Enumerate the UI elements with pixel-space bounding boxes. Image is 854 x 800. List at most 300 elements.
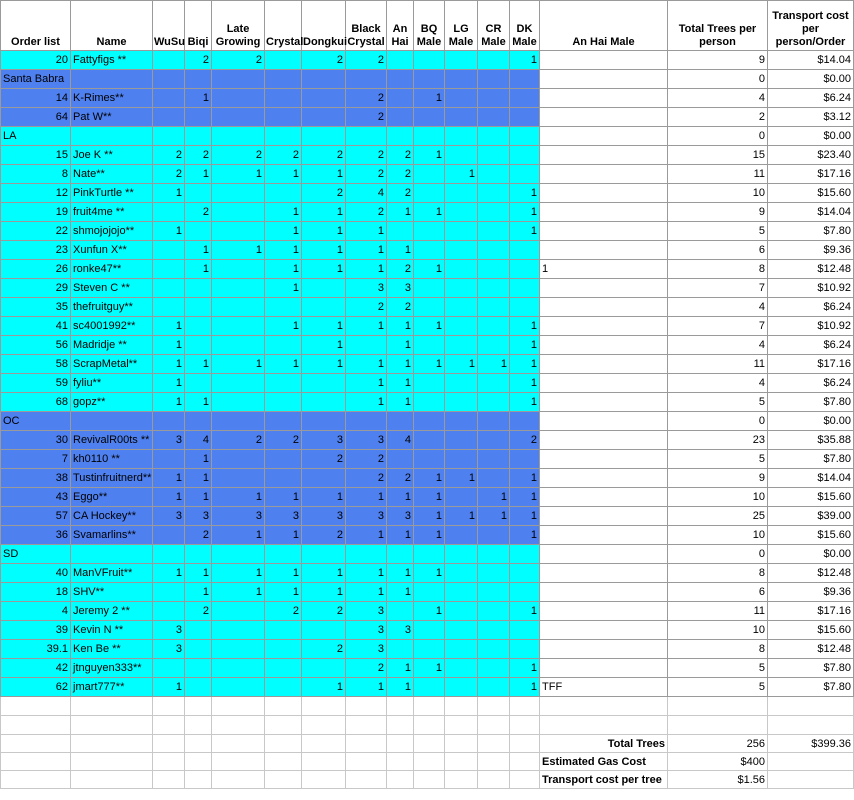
table-cell[interactable] [265, 545, 302, 564]
order-cell[interactable]: 20 [1, 51, 71, 70]
table-cell[interactable]: 2 [185, 51, 212, 70]
region-cell[interactable]: Santa Babra [1, 70, 71, 89]
order-cell[interactable]: 7 [1, 450, 71, 469]
note-cell[interactable] [540, 317, 668, 336]
table-cell[interactable]: 4 [668, 89, 768, 108]
table-cell[interactable]: 1 [510, 507, 540, 526]
order-cell[interactable]: 40 [1, 564, 71, 583]
table-cell[interactable]: 1 [478, 507, 510, 526]
table-cell[interactable]: $10.92 [768, 279, 854, 298]
table-cell[interactable] [212, 393, 265, 412]
table-cell[interactable]: 1 [510, 659, 540, 678]
table-cell[interactable]: 2 [387, 184, 414, 203]
table-cell[interactable]: 1 [302, 488, 346, 507]
table-cell[interactable]: 3 [387, 621, 414, 640]
column-header[interactable]: Black Crystal [346, 1, 387, 51]
column-header[interactable]: Late Growing [212, 1, 265, 51]
table-cell[interactable]: 1 [510, 469, 540, 488]
table-cell[interactable] [478, 450, 510, 469]
table-cell[interactable] [302, 621, 346, 640]
table-cell[interactable]: 3 [346, 507, 387, 526]
order-cell[interactable]: 57 [1, 507, 71, 526]
table-cell[interactable] [212, 89, 265, 108]
table-cell[interactable] [387, 640, 414, 659]
table-cell[interactable] [510, 583, 540, 602]
table-cell[interactable] [445, 374, 478, 393]
note-cell[interactable] [540, 279, 668, 298]
column-header[interactable]: Biqi [185, 1, 212, 51]
table-cell[interactable] [185, 222, 212, 241]
table-cell[interactable]: 2 [153, 146, 185, 165]
table-cell[interactable] [478, 583, 510, 602]
note-cell[interactable] [540, 583, 668, 602]
table-cell[interactable]: 2 [387, 298, 414, 317]
table-cell[interactable] [153, 241, 185, 260]
table-cell[interactable] [478, 602, 510, 621]
table-cell[interactable]: 1 [265, 355, 302, 374]
table-cell[interactable]: $14.04 [768, 51, 854, 70]
table-cell[interactable]: 1 [185, 469, 212, 488]
table-cell[interactable] [153, 298, 185, 317]
table-cell[interactable] [387, 602, 414, 621]
table-cell[interactable]: 1 [153, 336, 185, 355]
table-cell[interactable]: 2 [346, 469, 387, 488]
table-cell[interactable]: 8 [668, 564, 768, 583]
table-cell[interactable] [478, 108, 510, 127]
name-cell[interactable]: ManVFruit** [71, 564, 153, 583]
table-cell[interactable] [265, 184, 302, 203]
table-cell[interactable] [265, 393, 302, 412]
note-cell[interactable] [540, 165, 668, 184]
note-cell[interactable] [540, 450, 668, 469]
table-cell[interactable] [414, 678, 445, 697]
table-cell[interactable]: 1 [445, 507, 478, 526]
table-cell[interactable]: 1 [185, 260, 212, 279]
table-cell[interactable]: 3 [346, 640, 387, 659]
table-cell[interactable] [185, 412, 212, 431]
table-cell[interactable] [478, 298, 510, 317]
table-cell[interactable] [387, 127, 414, 146]
table-cell[interactable]: 2 [668, 108, 768, 127]
table-cell[interactable] [212, 374, 265, 393]
table-cell[interactable]: 1 [153, 222, 185, 241]
table-cell[interactable]: 1 [414, 89, 445, 108]
table-cell[interactable]: 1 [346, 317, 387, 336]
table-cell[interactable]: 4 [668, 298, 768, 317]
table-cell[interactable]: 3 [153, 640, 185, 659]
table-cell[interactable] [478, 526, 510, 545]
table-cell[interactable] [414, 393, 445, 412]
note-cell[interactable] [540, 222, 668, 241]
table-cell[interactable] [478, 317, 510, 336]
table-cell[interactable]: 1 [414, 564, 445, 583]
table-cell[interactable] [185, 298, 212, 317]
table-cell[interactable]: 1 [302, 165, 346, 184]
table-cell[interactable] [346, 127, 387, 146]
note-cell[interactable] [540, 355, 668, 374]
table-cell[interactable] [414, 279, 445, 298]
table-cell[interactable]: 1 [510, 336, 540, 355]
table-cell[interactable]: 1 [414, 317, 445, 336]
table-cell[interactable]: 1 [265, 241, 302, 260]
table-cell[interactable] [387, 450, 414, 469]
table-cell[interactable]: 1 [153, 184, 185, 203]
table-cell[interactable]: $3.12 [768, 108, 854, 127]
table-cell[interactable] [445, 545, 478, 564]
table-cell[interactable]: $14.04 [768, 203, 854, 222]
table-cell[interactable] [212, 260, 265, 279]
table-cell[interactable]: 11 [668, 355, 768, 374]
table-cell[interactable] [265, 89, 302, 108]
table-cell[interactable] [387, 412, 414, 431]
table-cell[interactable]: 2 [346, 298, 387, 317]
column-header[interactable]: Order list [1, 1, 71, 51]
note-cell[interactable] [540, 545, 668, 564]
order-cell[interactable]: 4 [1, 602, 71, 621]
name-cell[interactable]: ronke47** [71, 260, 153, 279]
table-cell[interactable]: 2 [212, 146, 265, 165]
table-cell[interactable] [478, 260, 510, 279]
table-cell[interactable] [302, 89, 346, 108]
table-cell[interactable] [185, 621, 212, 640]
table-cell[interactable]: 10 [668, 526, 768, 545]
table-cell[interactable]: 1 [185, 564, 212, 583]
table-cell[interactable] [478, 393, 510, 412]
table-cell[interactable]: 1 [346, 564, 387, 583]
table-cell[interactable]: 3 [265, 507, 302, 526]
table-cell[interactable] [302, 108, 346, 127]
table-cell[interactable]: $9.36 [768, 241, 854, 260]
order-cell[interactable]: 29 [1, 279, 71, 298]
table-cell[interactable]: 10 [668, 488, 768, 507]
table-cell[interactable] [185, 127, 212, 146]
table-cell[interactable] [445, 260, 478, 279]
table-cell[interactable]: 1 [212, 241, 265, 260]
note-cell[interactable] [540, 507, 668, 526]
table-cell[interactable]: 1 [265, 488, 302, 507]
table-cell[interactable] [445, 336, 478, 355]
note-cell[interactable] [540, 640, 668, 659]
table-cell[interactable] [478, 222, 510, 241]
table-cell[interactable]: 2 [302, 640, 346, 659]
table-cell[interactable]: 1 [510, 51, 540, 70]
table-cell[interactable] [265, 678, 302, 697]
order-cell[interactable]: 68 [1, 393, 71, 412]
total-trees-value[interactable]: 256 [668, 735, 768, 753]
order-cell[interactable]: 22 [1, 222, 71, 241]
table-cell[interactable] [265, 374, 302, 393]
note-cell[interactable] [540, 431, 668, 450]
region-cell[interactable]: SD [1, 545, 71, 564]
table-cell[interactable]: 2 [185, 203, 212, 222]
table-cell[interactable]: 11 [668, 602, 768, 621]
name-cell[interactable] [71, 412, 153, 431]
name-cell[interactable]: SHV** [71, 583, 153, 602]
table-cell[interactable]: 2 [265, 431, 302, 450]
table-cell[interactable] [414, 298, 445, 317]
table-cell[interactable]: 1 [302, 241, 346, 260]
table-cell[interactable]: 1 [153, 678, 185, 697]
table-cell[interactable]: 9 [668, 51, 768, 70]
table-cell[interactable]: 2 [302, 602, 346, 621]
order-cell[interactable]: 30 [1, 431, 71, 450]
table-cell[interactable]: 1 [302, 222, 346, 241]
note-cell[interactable] [540, 602, 668, 621]
table-cell[interactable] [478, 165, 510, 184]
name-cell[interactable]: Madridje ** [71, 336, 153, 355]
table-cell[interactable] [387, 89, 414, 108]
note-cell[interactable] [540, 469, 668, 488]
table-cell[interactable] [414, 222, 445, 241]
table-cell[interactable] [212, 678, 265, 697]
order-cell[interactable]: 39.1 [1, 640, 71, 659]
table-cell[interactable] [212, 621, 265, 640]
table-cell[interactable]: 2 [212, 51, 265, 70]
table-cell[interactable]: $17.16 [768, 355, 854, 374]
table-cell[interactable] [153, 279, 185, 298]
table-cell[interactable]: 1 [445, 165, 478, 184]
table-cell[interactable] [212, 317, 265, 336]
table-cell[interactable]: 2 [153, 165, 185, 184]
table-cell[interactable] [510, 640, 540, 659]
table-cell[interactable]: 1 [153, 564, 185, 583]
table-cell[interactable] [414, 108, 445, 127]
order-cell[interactable]: 12 [1, 184, 71, 203]
table-cell[interactable]: 1 [212, 488, 265, 507]
table-cell[interactable]: 1 [510, 678, 540, 697]
table-cell[interactable]: 1 [387, 659, 414, 678]
table-cell[interactable]: $6.24 [768, 374, 854, 393]
table-cell[interactable] [387, 108, 414, 127]
table-cell[interactable]: 2 [346, 203, 387, 222]
table-cell[interactable]: 2 [265, 602, 302, 621]
table-cell[interactable]: 9 [668, 203, 768, 222]
table-cell[interactable]: 1 [414, 260, 445, 279]
table-cell[interactable] [445, 203, 478, 222]
table-cell[interactable]: 2 [387, 260, 414, 279]
table-cell[interactable] [302, 469, 346, 488]
table-cell[interactable] [445, 393, 478, 412]
table-cell[interactable]: 1 [414, 507, 445, 526]
table-cell[interactable] [302, 545, 346, 564]
table-cell[interactable] [387, 545, 414, 564]
table-cell[interactable]: $0.00 [768, 127, 854, 146]
table-cell[interactable] [414, 431, 445, 450]
table-cell[interactable]: 1 [414, 146, 445, 165]
table-cell[interactable] [414, 640, 445, 659]
table-cell[interactable]: 2 [302, 51, 346, 70]
name-cell[interactable]: Jeremy 2 ** [71, 602, 153, 621]
table-cell[interactable]: 2 [387, 469, 414, 488]
column-header[interactable]: An Hai [387, 1, 414, 51]
table-cell[interactable] [445, 640, 478, 659]
table-cell[interactable] [478, 640, 510, 659]
table-cell[interactable] [445, 146, 478, 165]
table-cell[interactable] [445, 431, 478, 450]
table-cell[interactable]: 1 [387, 317, 414, 336]
table-cell[interactable]: 2 [302, 184, 346, 203]
table-cell[interactable] [445, 621, 478, 640]
table-cell[interactable]: 1 [212, 165, 265, 184]
table-cell[interactable] [302, 393, 346, 412]
note-cell[interactable] [540, 89, 668, 108]
table-cell[interactable]: 1 [153, 374, 185, 393]
table-cell[interactable]: 3 [302, 507, 346, 526]
table-cell[interactable]: 1 [185, 165, 212, 184]
table-cell[interactable]: 1 [414, 355, 445, 374]
table-cell[interactable]: 5 [668, 659, 768, 678]
table-cell[interactable]: $15.60 [768, 184, 854, 203]
table-cell[interactable] [185, 108, 212, 127]
table-cell[interactable]: 1 [265, 260, 302, 279]
table-cell[interactable]: 1 [153, 317, 185, 336]
table-cell[interactable]: $12.48 [768, 564, 854, 583]
table-cell[interactable]: 1 [302, 203, 346, 222]
table-cell[interactable]: $12.48 [768, 260, 854, 279]
name-cell[interactable]: sc4001992** [71, 317, 153, 336]
table-cell[interactable] [414, 336, 445, 355]
table-cell[interactable]: $12.48 [768, 640, 854, 659]
table-cell[interactable]: $7.80 [768, 450, 854, 469]
name-cell[interactable]: kh0110 ** [71, 450, 153, 469]
table-cell[interactable] [153, 659, 185, 678]
table-cell[interactable]: 1 [212, 564, 265, 583]
table-cell[interactable] [414, 374, 445, 393]
table-cell[interactable]: 2 [387, 146, 414, 165]
gas-cost-value[interactable]: $400 [668, 753, 768, 771]
column-header[interactable]: Name [71, 1, 153, 51]
table-cell[interactable] [478, 279, 510, 298]
table-cell[interactable]: 3 [153, 431, 185, 450]
table-cell[interactable]: 1 [510, 184, 540, 203]
table-cell[interactable] [478, 146, 510, 165]
table-cell[interactable] [445, 70, 478, 89]
table-cell[interactable]: 1 [153, 469, 185, 488]
name-cell[interactable]: Eggo** [71, 488, 153, 507]
table-cell[interactable]: 6 [668, 583, 768, 602]
table-cell[interactable]: 1 [185, 450, 212, 469]
name-cell[interactable]: Xunfun X** [71, 241, 153, 260]
table-cell[interactable]: 8 [668, 640, 768, 659]
table-cell[interactable] [445, 488, 478, 507]
order-cell[interactable]: 36 [1, 526, 71, 545]
table-cell[interactable]: 4 [185, 431, 212, 450]
table-cell[interactable]: 1 [265, 564, 302, 583]
table-cell[interactable] [153, 602, 185, 621]
table-cell[interactable] [265, 70, 302, 89]
note-cell[interactable] [540, 146, 668, 165]
table-cell[interactable]: $15.60 [768, 488, 854, 507]
note-cell[interactable] [540, 621, 668, 640]
table-cell[interactable] [445, 241, 478, 260]
table-cell[interactable] [478, 412, 510, 431]
table-cell[interactable] [478, 469, 510, 488]
table-cell[interactable]: 4 [668, 374, 768, 393]
table-cell[interactable] [302, 70, 346, 89]
table-cell[interactable]: 1 [387, 678, 414, 697]
table-cell[interactable] [478, 70, 510, 89]
table-cell[interactable]: $15.60 [768, 621, 854, 640]
table-cell[interactable] [510, 450, 540, 469]
table-cell[interactable]: 3 [346, 602, 387, 621]
note-cell[interactable] [540, 108, 668, 127]
name-cell[interactable]: gopz** [71, 393, 153, 412]
name-cell[interactable]: Steven C ** [71, 279, 153, 298]
name-cell[interactable]: thefruitguy** [71, 298, 153, 317]
table-cell[interactable]: 5 [668, 678, 768, 697]
table-cell[interactable]: 1 [478, 488, 510, 507]
table-cell[interactable]: 1 [185, 393, 212, 412]
table-cell[interactable]: 1 [387, 526, 414, 545]
table-cell[interactable] [445, 127, 478, 146]
table-cell[interactable]: 1 [510, 602, 540, 621]
table-cell[interactable]: 3 [346, 621, 387, 640]
table-cell[interactable] [414, 450, 445, 469]
table-cell[interactable]: $7.80 [768, 393, 854, 412]
table-cell[interactable] [212, 659, 265, 678]
table-cell[interactable] [414, 412, 445, 431]
table-cell[interactable] [510, 108, 540, 127]
name-cell[interactable] [71, 70, 153, 89]
table-cell[interactable] [445, 298, 478, 317]
table-cell[interactable]: 2 [185, 526, 212, 545]
table-cell[interactable]: $0.00 [768, 70, 854, 89]
table-cell[interactable]: 1 [153, 355, 185, 374]
table-cell[interactable] [478, 621, 510, 640]
table-cell[interactable]: 1 [346, 678, 387, 697]
table-cell[interactable]: 1 [414, 526, 445, 545]
name-cell[interactable]: Kevin N ** [71, 621, 153, 640]
table-cell[interactable] [212, 108, 265, 127]
table-cell[interactable]: 1 [153, 393, 185, 412]
table-cell[interactable] [445, 678, 478, 697]
table-cell[interactable] [414, 51, 445, 70]
table-cell[interactable]: 1 [302, 336, 346, 355]
table-cell[interactable] [153, 127, 185, 146]
table-cell[interactable]: 1 [302, 583, 346, 602]
table-cell[interactable] [414, 621, 445, 640]
table-cell[interactable] [510, 127, 540, 146]
table-cell[interactable]: 11 [668, 165, 768, 184]
name-cell[interactable] [71, 545, 153, 564]
note-cell[interactable] [540, 184, 668, 203]
table-cell[interactable] [153, 89, 185, 108]
name-cell[interactable]: Ken Be ** [71, 640, 153, 659]
table-cell[interactable]: 1 [510, 393, 540, 412]
table-cell[interactable]: $7.80 [768, 222, 854, 241]
column-header[interactable]: LG Male [445, 1, 478, 51]
table-cell[interactable]: 1 [387, 393, 414, 412]
table-cell[interactable] [445, 583, 478, 602]
table-cell[interactable] [302, 374, 346, 393]
table-cell[interactable] [387, 70, 414, 89]
name-cell[interactable]: Pat W** [71, 108, 153, 127]
table-cell[interactable]: $23.40 [768, 146, 854, 165]
table-cell[interactable] [445, 317, 478, 336]
table-cell[interactable] [185, 678, 212, 697]
table-cell[interactable]: 2 [510, 431, 540, 450]
note-cell[interactable] [540, 298, 668, 317]
name-cell[interactable]: CA Hockey** [71, 507, 153, 526]
order-cell[interactable]: 64 [1, 108, 71, 127]
table-cell[interactable] [185, 279, 212, 298]
table-cell[interactable] [478, 51, 510, 70]
table-cell[interactable] [185, 317, 212, 336]
table-cell[interactable] [346, 336, 387, 355]
table-cell[interactable] [414, 545, 445, 564]
table-cell[interactable]: 1 [346, 374, 387, 393]
order-cell[interactable]: 23 [1, 241, 71, 260]
